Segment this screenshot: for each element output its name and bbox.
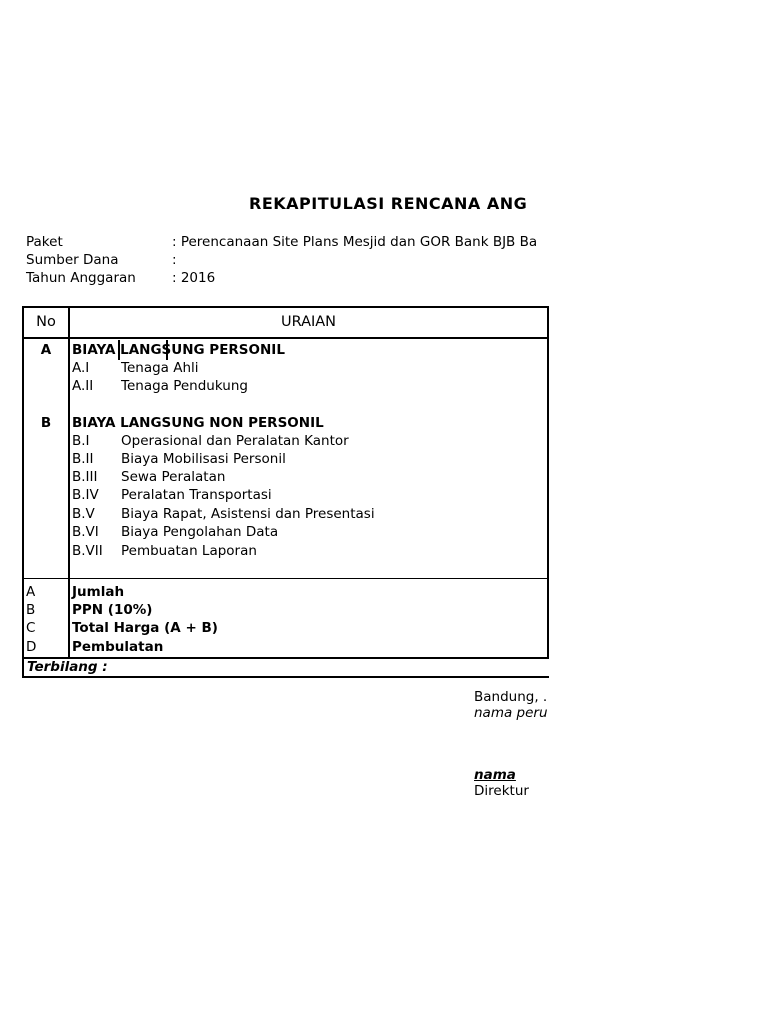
item-label: Sewa Peralatan	[121, 469, 226, 485]
sumber-dana-value: :	[172, 252, 177, 268]
summary-label: Total Harga (A + B)	[72, 620, 218, 636]
item-code: B.II	[72, 451, 94, 467]
section-b-no: B	[40, 415, 52, 431]
item-label: Tenaga Pendukung	[121, 378, 248, 394]
terbilang-label: Terbilang :	[27, 659, 108, 675]
item-label: Peralatan Transportasi	[121, 487, 272, 503]
item-code: A.I	[72, 360, 90, 376]
item-code: B.I	[72, 433, 90, 449]
summary-no: D	[26, 639, 37, 655]
section-a-title: BIAYA LANGSUNG PERSONIL	[72, 342, 285, 358]
tahun-anggaran-value: : 2016	[172, 270, 216, 286]
item-label: Biaya Pengolahan Data	[121, 524, 279, 540]
signatory-name: nama	[474, 767, 516, 783]
paket-label: Paket	[26, 234, 63, 250]
place-date: Bandung, .	[474, 689, 548, 705]
item-code: B.VII	[72, 543, 103, 559]
item-label: Biaya Mobilisasi Personil	[121, 451, 286, 467]
section-b-title: BIAYA LANGSUNG NON PERSONIL	[72, 415, 324, 431]
summary-no: A	[26, 584, 36, 600]
header-no: No	[36, 314, 56, 330]
header-uraian: URAIAN	[280, 314, 337, 330]
paket-value: : Perencanaan Site Plans Mesjid dan GOR Bank BJB Ba	[172, 234, 538, 250]
item-label: Pembuatan Laporan	[121, 543, 257, 559]
item-code: B.VI	[72, 524, 99, 540]
summary-no: C	[26, 620, 36, 636]
document-title: REKAPITULASI RENCANA ANG	[249, 194, 528, 213]
item-code: B.III	[72, 469, 98, 485]
summary-label: PPN (10%)	[72, 602, 153, 618]
item-code: A.II	[72, 378, 94, 394]
item-label: Biaya Rapat, Asistensi dan Presentasi	[121, 506, 375, 522]
sumber-dana-label: Sumber Dana	[26, 252, 119, 268]
item-code: B.V	[72, 506, 95, 522]
item-code: B.IV	[72, 487, 99, 503]
summary-label: Jumlah	[72, 584, 125, 600]
company-name: nama peru	[474, 705, 548, 721]
summary-no: B	[26, 602, 36, 618]
item-label: Operasional dan Peralatan Kantor	[121, 433, 349, 449]
summary-label: Pembulatan	[72, 639, 164, 655]
signatory-position: Direktur	[474, 783, 529, 799]
tahun-anggaran-label: Tahun Anggaran	[26, 270, 136, 286]
item-label: Tenaga Ahli	[121, 360, 199, 376]
section-a-no: A	[40, 342, 52, 358]
